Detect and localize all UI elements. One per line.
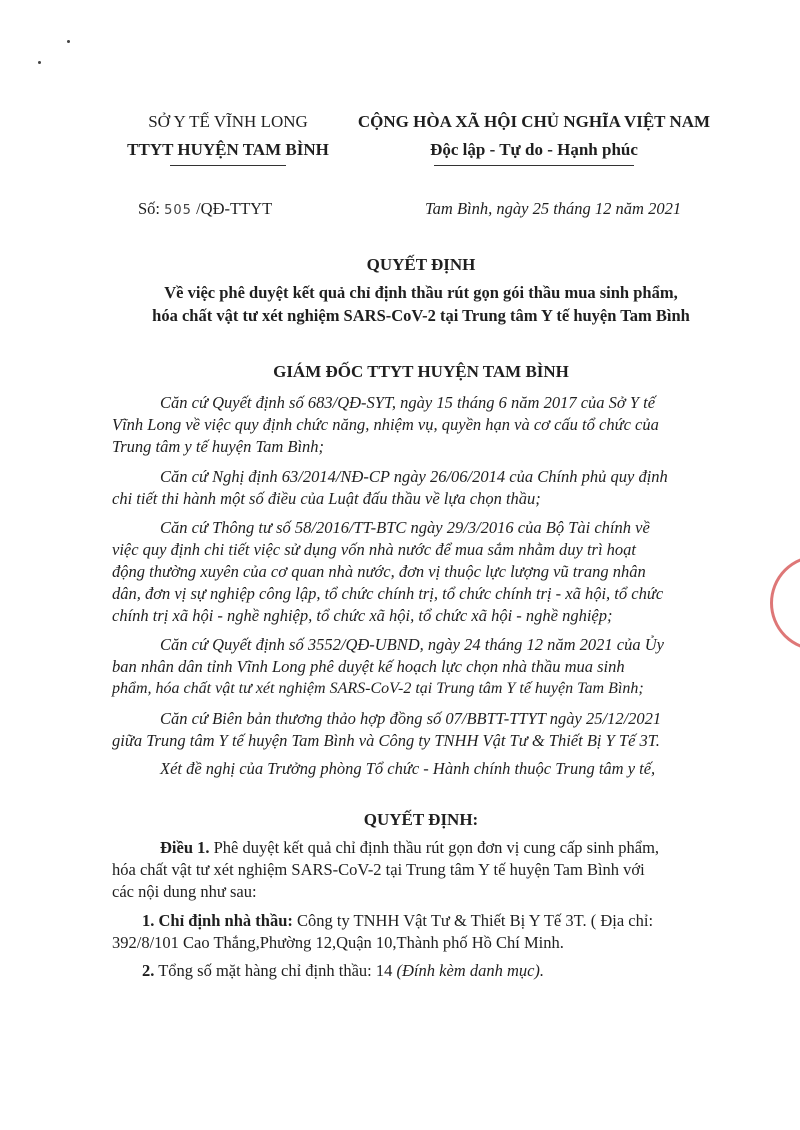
- national-motto: Độc lập - Tự do - Hạnh phúc: [430, 140, 638, 159]
- item-text: Công ty TNHH Vật Tư & Thiết Bị Y Tế 3T. ( Địa chỉ:: [292, 911, 654, 930]
- scan-speck: [38, 61, 41, 64]
- basis-line: Trung tâm y tế huyện Tam Bình;: [112, 437, 325, 456]
- issuing-authority: GIÁM ĐỐC TTYT HUYỆN TAM BÌNH: [273, 362, 569, 381]
- item-contractor: [112, 910, 730, 954]
- basis-line: Xét đề nghị của Trưởng phòng Tổ chức - Hành chính thuộc Trung tâm y tế,: [160, 759, 656, 778]
- item-label: 2.: [142, 961, 155, 980]
- item-text: 392/8/101 Cao Thắng,Phường 12,Quận 10,Thành phố Hồ Chí Minh.: [112, 933, 564, 952]
- basis-line: dân, đơn vị sự nghiệp công lập, tổ chức chính trị, tổ chức chính trị - xã hội, tổ chức: [112, 584, 664, 603]
- basis-line: Căn cứ Quyết định số 683/QĐ-SYT, ngày 15 tháng 6 năm 2017 của Sở Y tế: [160, 393, 656, 412]
- org-name-parent: SỞ Y TẾ VĨNH LONG: [148, 112, 308, 131]
- item-label: 1. Chỉ định nhà thầu:: [142, 911, 293, 930]
- basis-line: chính trị xã hội - nghề nghiệp, tổ chức xã hội, tổ chức xã hội - nghề nghiệp;: [112, 606, 613, 625]
- item-note: (Đính kèm danh mục).: [396, 961, 545, 980]
- decision-subject-line-1: Về việc phê duyệt kết quả chỉ định thầu rút gọn gói thầu mua sinh phẩm,: [164, 283, 678, 302]
- basis-paragraph: [112, 758, 730, 780]
- basis-line: Vĩnh Long về việc quy định chức năng, nhiệm vụ, quyền hạn và cơ cấu tổ chức của: [112, 415, 659, 434]
- decide-heading: QUYẾT ĐỊNH:: [363, 810, 479, 829]
- basis-line: việc quy định chi tiết việc sử dụng vốn nhà nước để mua sắm nhằm duy trì hoạt: [112, 540, 636, 559]
- article-text: hóa chất vật tư xét nghiệm SARS-CoV-2 tại Trung tâm Y tế huyện Tam Bình với: [112, 860, 645, 879]
- basis-paragraph: [112, 392, 730, 458]
- basis-line: động thường xuyên của cơ quan nhà nước, đơn vị thuộc lực lượng vũ trang nhân: [112, 562, 646, 581]
- decision-title: QUYẾT ĐỊNH: [366, 255, 476, 274]
- article-text: Phê duyệt kết quả chỉ định thầu rút gọn đơn vị cung cấp sinh phẩm,: [209, 838, 660, 857]
- org-underline: [170, 165, 286, 166]
- basis-paragraph: [112, 517, 730, 627]
- basis-line: Căn cứ Quyết định số 3552/QĐ-UBND, ngày 24 tháng 12 năm 2021 của Ủy: [160, 635, 664, 654]
- basis-line: Căn cứ Thông tư số 58/2016/TT-BTC ngày 29/3/2016 của Bộ Tài chính về: [160, 518, 650, 537]
- basis-line: chi tiết thi hành một số điều của Luật đấu thầu về lựa chọn thầu;: [112, 489, 541, 508]
- scan-speck: [67, 40, 70, 43]
- official-seal: [770, 555, 800, 651]
- place-date: Tam Bình, ngày 25 tháng 12 năm 2021: [425, 199, 682, 218]
- basis-line: Căn cứ Biên bản thương thảo hợp đồng số 07/BBTT-TTYT ngày 25/12/2021: [160, 709, 662, 728]
- basis-line: giữa Trung tâm Y tế huyện Tam Bình và Công ty TNHH Vật Tư & Thiết Bị Y Tế 3T.: [112, 731, 660, 750]
- motto-underline: [434, 165, 634, 166]
- article-label: Điều 1.: [160, 838, 210, 857]
- number-suffix: /QĐ-TTYT: [196, 199, 273, 218]
- org-name-unit: TTYT HUYỆN TAM BÌNH: [127, 140, 329, 159]
- article-1: [112, 837, 730, 903]
- basis-line: ban nhân dân tỉnh Vĩnh Long phê duyệt kế hoạch lực chọn nhà thầu mua sinh: [112, 657, 625, 676]
- item-text: Tổng số mặt hàng chỉ định thầu: 14: [154, 961, 397, 980]
- national-title: CỘNG HÒA XÃ HỘI CHỦ NGHĨA VIỆT NAM: [357, 112, 711, 131]
- basis-line: Căn cứ Nghị định 63/2014/NĐ-CP ngày 26/06/2014 của Chính phủ quy định: [160, 467, 668, 486]
- basis-paragraph: [112, 634, 730, 700]
- handwritten-number: 505: [164, 203, 192, 218]
- basis-paragraph: [112, 708, 730, 752]
- basis-line: phẩm, hóa chất vật tư xét nghiệm SARS-CoV-2 tại Trung tâm Y tế huyện Tam Bình;: [112, 680, 644, 697]
- decision-subject-line-2: hóa chất vật tư xét nghiệm SARS-CoV-2 tại Trung tâm Y tế huyện Tam Bình: [152, 306, 690, 325]
- document-number: [138, 198, 272, 222]
- basis-paragraph: [112, 466, 730, 510]
- article-text: các nội dung như sau:: [112, 882, 257, 901]
- item-count: [112, 960, 730, 982]
- number-prefix: Số:: [138, 199, 161, 218]
